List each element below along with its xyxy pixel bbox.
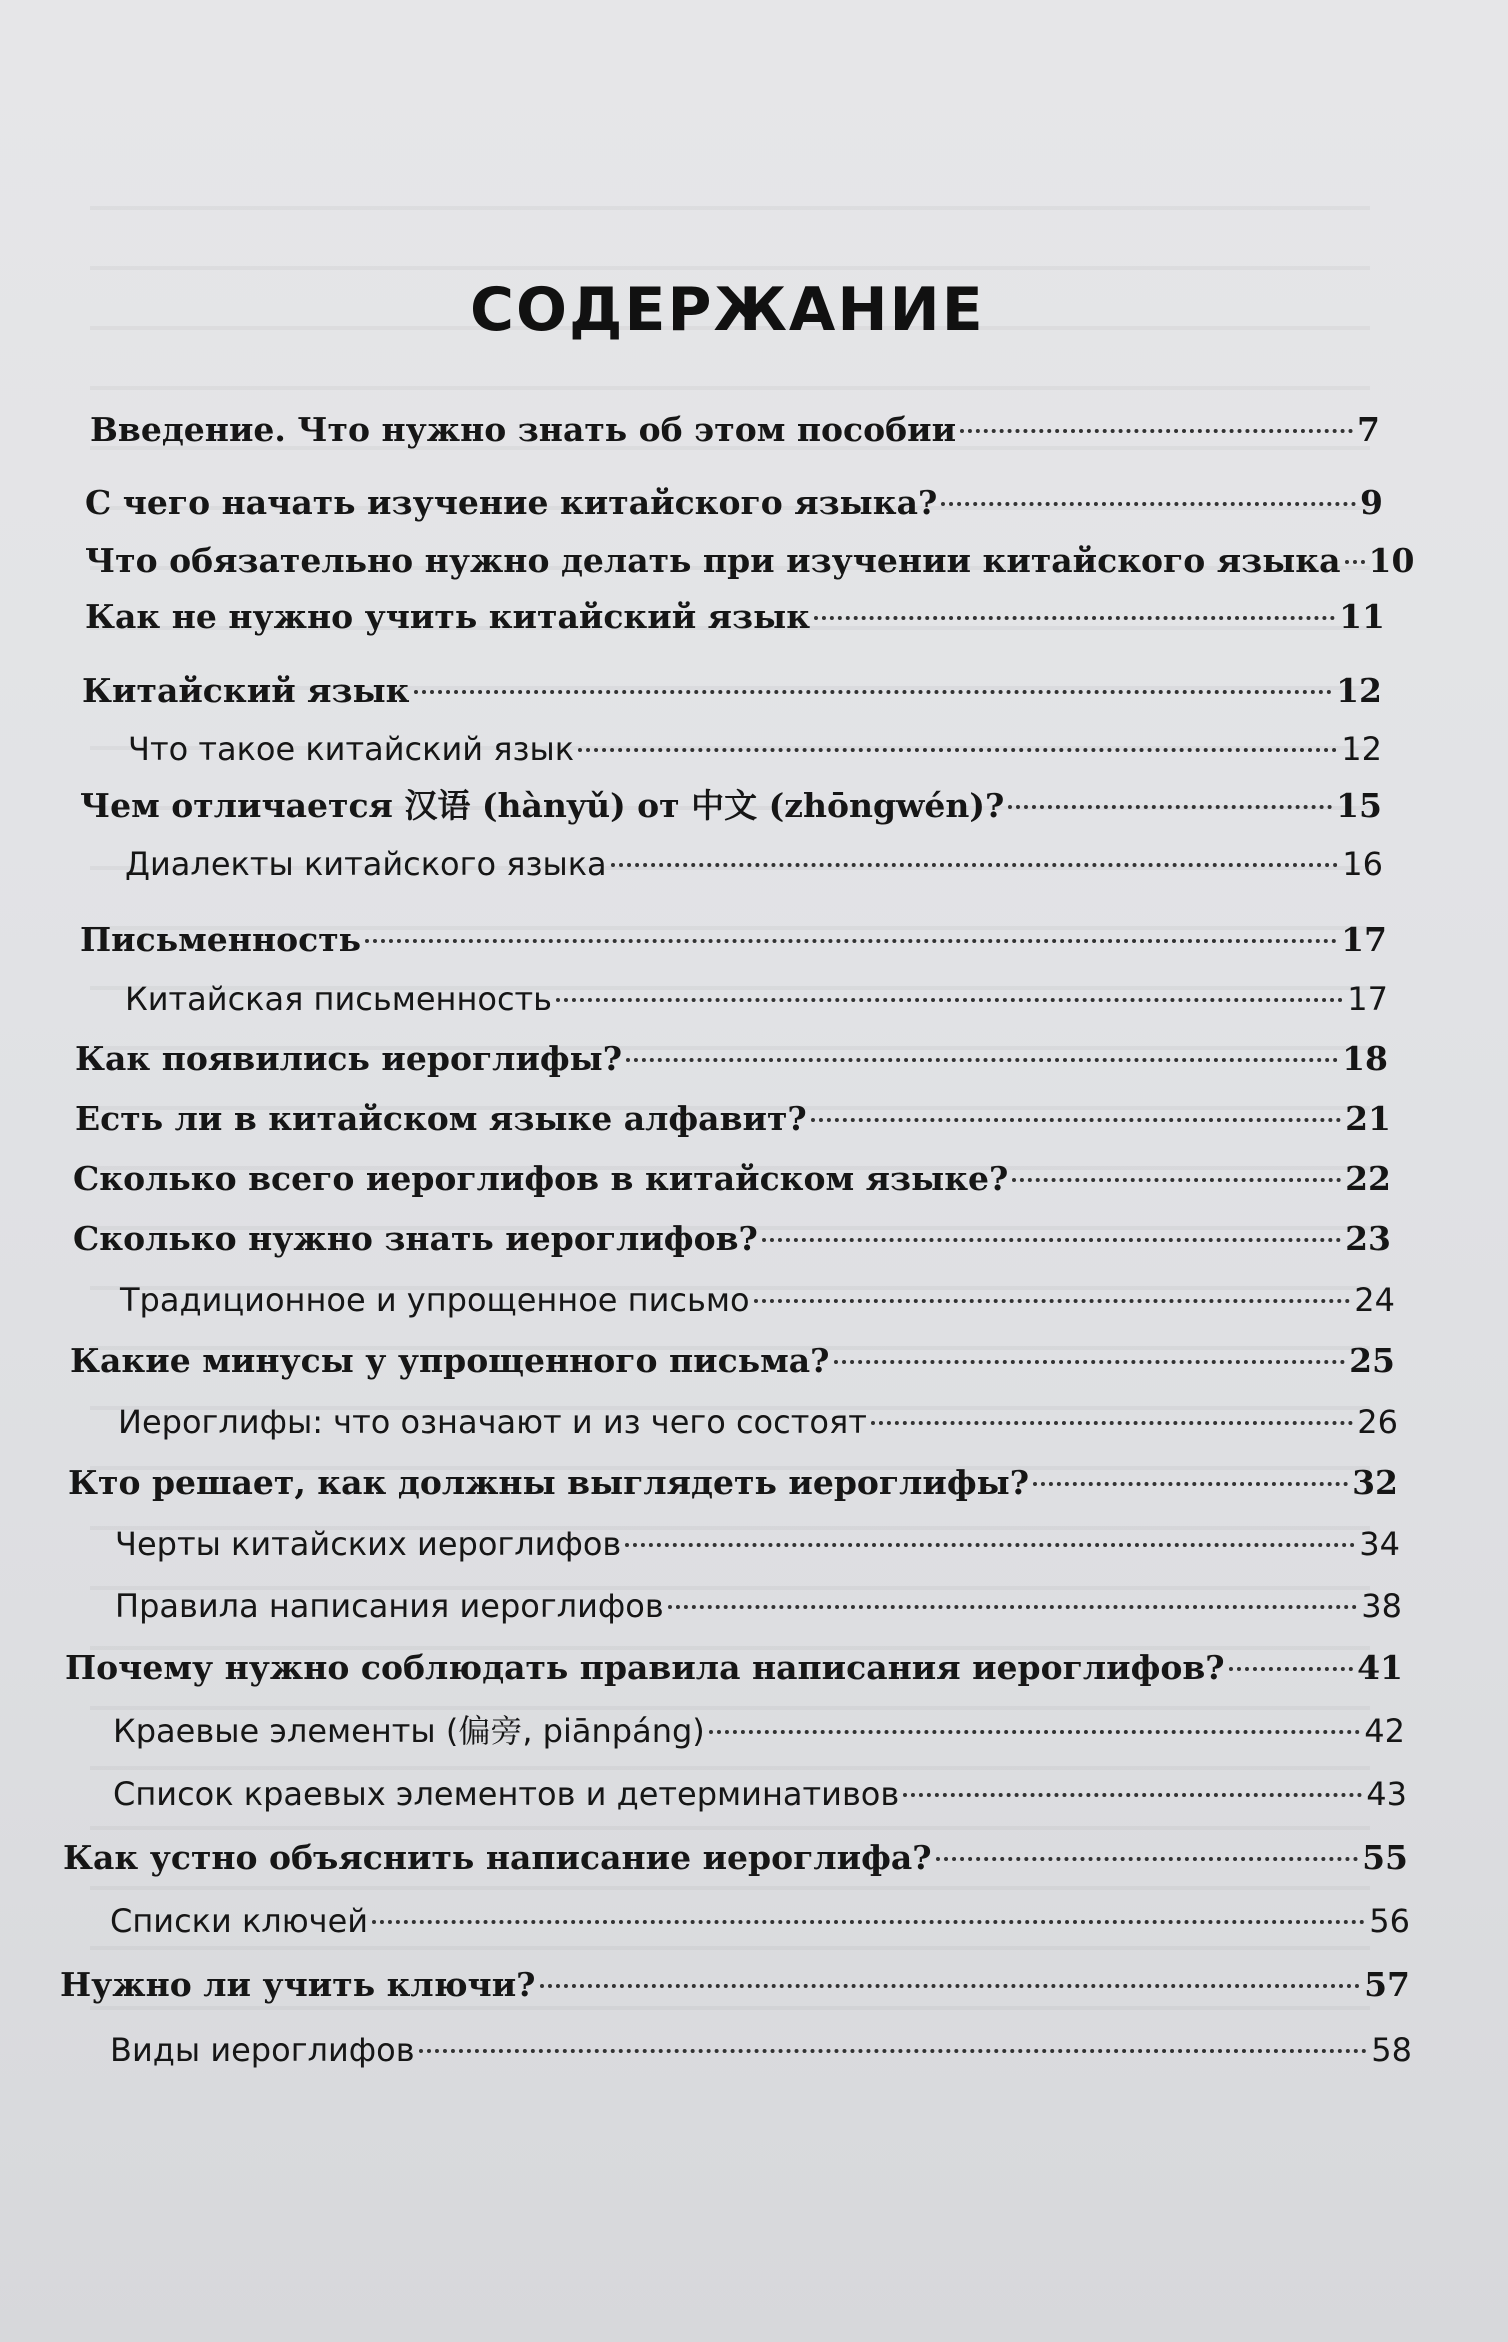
leader-dots (372, 1920, 1365, 1924)
toc-entry-label: Виды иероглифов (110, 2031, 415, 2069)
toc-entry-label: Традиционное и упрощенное письмо (120, 1281, 750, 1319)
toc-entry (60, 1960, 1410, 2010)
toc-entry-page: 25 (1349, 1341, 1395, 1380)
leader-dots (754, 1299, 1351, 1303)
toc-entry-label: Черты китайских иероглифов (115, 1525, 622, 1563)
toc-entry-label: Список краевых элементов и детерминативов (113, 1775, 900, 1813)
toc-entry-label: Диалекты китайского языка (125, 845, 607, 883)
toc-entry (125, 839, 1383, 889)
leader-dots (1012, 1178, 1341, 1182)
toc-entry-page: 32 (1352, 1463, 1398, 1502)
leader-dots (941, 502, 1356, 506)
toc-entry-label: Какие минусы у упрощенного письма? (70, 1341, 830, 1380)
toc-entry-page: 16 (1342, 845, 1383, 883)
leader-dots (871, 1421, 1353, 1425)
toc-entry-page: 38 (1361, 1587, 1402, 1625)
toc-entry-label: Как не нужно учить китайский язык (85, 597, 811, 636)
toc-entry-label: Краевые элементы (偏旁, piānpáng) (113, 1712, 705, 1750)
leader-dots (611, 863, 1339, 867)
toc-entry-label: Есть ли в китайском языке алфавит? (75, 1099, 807, 1138)
toc-entry (128, 724, 1382, 774)
toc-entry-page: 12 (1336, 671, 1382, 710)
toc-entry (113, 1706, 1405, 1756)
toc-entry (65, 1643, 1403, 1693)
toc-entry-page: 10 (1368, 541, 1415, 580)
toc-entry-page: 42 (1364, 1712, 1405, 1750)
toc-entry-page: 11 (1339, 597, 1385, 636)
leader-dots (1008, 805, 1332, 809)
toc-entry (75, 1094, 1391, 1144)
toc-entry (68, 1458, 1398, 1508)
toc-entry (70, 1336, 1395, 1386)
leader-dots (419, 2049, 1368, 2053)
toc-entry (110, 1896, 1410, 1946)
toc-entry (73, 1154, 1391, 1204)
toc-entry-label: Сколько всего иероглифов в китайском языке? (73, 1159, 1009, 1198)
leader-dots (811, 1118, 1341, 1122)
toc-entry-page: 58 (1371, 2031, 1412, 2069)
leader-dots (626, 1058, 1338, 1062)
toc-entry-label: Правила написания иероглифов (115, 1587, 664, 1625)
toc-entry (85, 592, 1385, 642)
toc-entry-label: Что обязательно нужно делать при изучении китайского языка (85, 541, 1341, 580)
page-title: СОДЕРЖАНИЕ (470, 275, 985, 345)
leader-dots (668, 1605, 1358, 1609)
toc-entry-label: Нужно ли учить ключи? (60, 1965, 536, 2004)
toc-entry (80, 915, 1387, 965)
toc-entry-label: Кто решает, как должны выглядеть иероглифы? (68, 1463, 1030, 1502)
toc-entry-label: Как устно объяснить написание иероглифа? (63, 1838, 932, 1877)
leader-dots (556, 998, 1343, 1002)
toc-entry-label: Китайская письменность (125, 980, 553, 1018)
toc-entry-page: 22 (1345, 1159, 1391, 1198)
toc-entry-label: Как появились иероглифы? (75, 1039, 623, 1078)
toc-entry (113, 1769, 1407, 1819)
leader-dots (709, 1730, 1361, 1734)
toc-entry-page: 17 (1347, 980, 1388, 1018)
toc-entry (85, 478, 1383, 528)
toc-entry (115, 1519, 1400, 1569)
toc-entry-label: Чем отличается 汉语 (hànyǔ) от 中文 (zhōngwén)? (80, 786, 1005, 825)
toc-entry-page: 18 (1342, 1039, 1388, 1078)
toc-entry-label: С чего начать изучение китайского языка? (85, 483, 938, 522)
toc-entry-page: 34 (1359, 1525, 1400, 1563)
toc-entry-label: Что такое китайский язык (128, 730, 575, 768)
toc-entry-page: 12 (1341, 730, 1382, 768)
toc-entry-page: 9 (1360, 483, 1383, 522)
toc-entry (75, 1034, 1388, 1084)
toc-entry-page: 55 (1362, 1838, 1408, 1877)
toc-entry-page: 56 (1369, 1902, 1410, 1940)
toc-entry-label: Сколько нужно знать иероглифов? (73, 1219, 758, 1258)
toc-entry (63, 1833, 1408, 1883)
toc-entry-page: 26 (1357, 1403, 1398, 1441)
toc-entry (120, 1275, 1395, 1325)
toc-entry (125, 974, 1388, 1024)
toc-entry-page: 7 (1357, 410, 1380, 449)
toc-entry (118, 1397, 1398, 1447)
toc-entry-page: 15 (1336, 786, 1382, 825)
toc-entry-label: Списки ключей (110, 1902, 369, 1940)
toc-entry-page: 24 (1354, 1281, 1395, 1319)
leader-dots (903, 1793, 1362, 1797)
toc-entry (73, 1214, 1391, 1264)
leader-dots (1345, 560, 1365, 564)
leader-dots (540, 1984, 1361, 1988)
toc-entry (85, 536, 1415, 586)
toc-entry-page: 57 (1364, 1965, 1410, 2004)
leader-dots (960, 429, 1353, 433)
toc-entry-label: Письменность (80, 920, 362, 959)
toc-entry (115, 1581, 1402, 1631)
toc-entry-label: Иероглифы: что означают и из чего состоят (118, 1403, 867, 1441)
toc-entry-page: 17 (1341, 920, 1387, 959)
leader-dots (1229, 1667, 1353, 1671)
leader-dots (1033, 1482, 1348, 1486)
toc-entry-label: Введение. Что нужно знать об этом пособии (90, 410, 957, 449)
toc-entry-page: 21 (1345, 1099, 1391, 1138)
toc-entry (90, 405, 1380, 455)
leader-dots (762, 1238, 1341, 1242)
leader-dots (814, 616, 1335, 620)
leader-dots (578, 748, 1337, 752)
leader-dots (834, 1360, 1346, 1364)
leader-dots (414, 690, 1333, 694)
leader-dots (936, 1857, 1358, 1861)
toc-entry-page: 23 (1345, 1219, 1391, 1258)
leader-dots (625, 1543, 1355, 1547)
toc-entry-page: 41 (1357, 1648, 1403, 1687)
toc-entry-label: Китайский язык (82, 671, 410, 710)
toc-entry (80, 781, 1382, 831)
leader-dots (365, 939, 1337, 943)
toc-entry (110, 2025, 1412, 2075)
toc-entry (82, 666, 1382, 716)
toc-entry-page: 43 (1366, 1775, 1407, 1813)
toc-entry-label: Почему нужно соблюдать правила написания иероглифов? (65, 1648, 1225, 1687)
